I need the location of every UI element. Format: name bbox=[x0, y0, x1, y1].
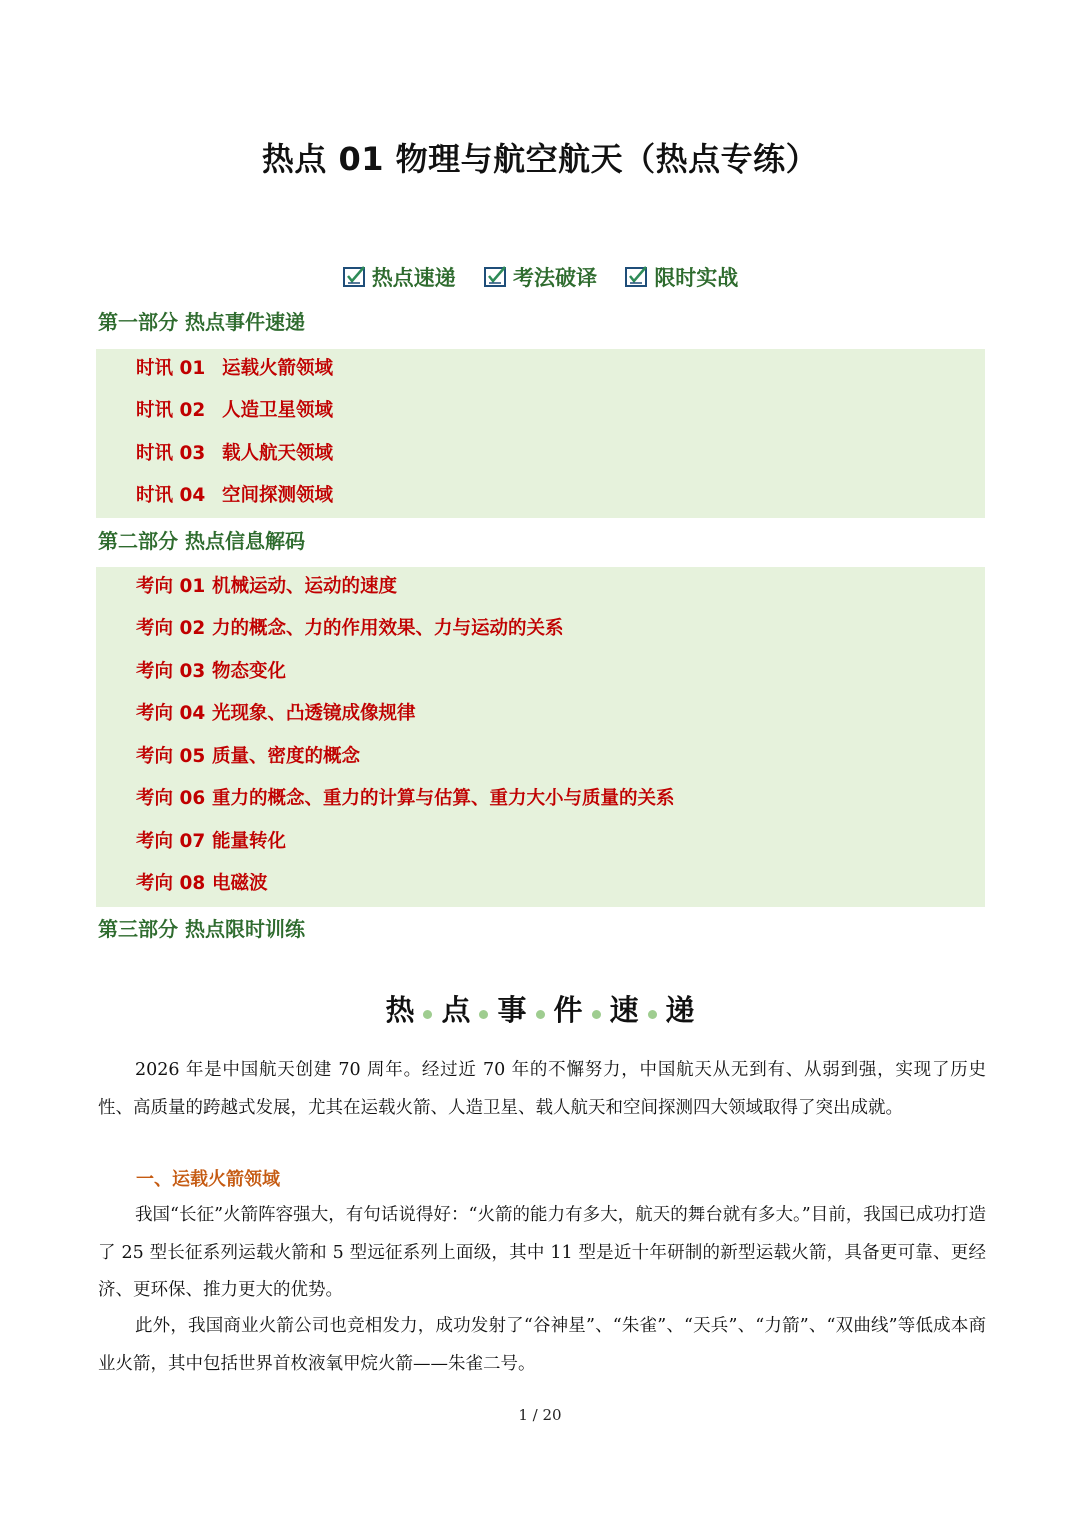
section-title-char: 速 bbox=[609, 993, 639, 1027]
tag-label: 限时实战 bbox=[654, 266, 739, 290]
item-code: 考向 07 bbox=[136, 831, 206, 852]
item-text: 载人航天领域 bbox=[222, 443, 334, 464]
item-code: 考向 08 bbox=[136, 873, 206, 894]
item-code: 时讯 03 bbox=[136, 443, 206, 464]
list-item bbox=[136, 742, 360, 768]
item-text: 运载火箭领域 bbox=[222, 358, 334, 379]
tag-row bbox=[0, 262, 1080, 295]
section-title-char: 点 bbox=[441, 993, 471, 1027]
section-title-char: 事 bbox=[497, 993, 527, 1027]
list-item bbox=[136, 869, 268, 895]
directions-list-box bbox=[96, 567, 985, 907]
tag-timed-practice bbox=[624, 262, 738, 292]
item-code: 时讯 04 bbox=[136, 485, 206, 506]
checklist-icon bbox=[342, 264, 370, 290]
list-item bbox=[136, 481, 333, 507]
tag-hot-delivery bbox=[342, 262, 456, 292]
checklist-icon bbox=[624, 264, 652, 290]
item-code: 考向 04 bbox=[136, 703, 206, 724]
dot-separator bbox=[592, 1010, 601, 1019]
item-code: 考向 03 bbox=[136, 661, 206, 682]
rocket-paragraph-1: 我国“长征”火箭阵容强大，有句话说得好：“火箭的能力有多大，航天的舞台就有多大。”目前，我国已成功打造了 25 型长征系列运载火箭和 5 型远征系列上面级，其中 11 型是近十年研制的新型运载火箭，具备更可靠、更经济、更环保、推力更大的优势。 bbox=[98, 1205, 986, 1300]
list-item bbox=[136, 784, 675, 810]
list-item bbox=[136, 614, 564, 640]
item-code: 考向 02 bbox=[136, 618, 206, 639]
tag-method-decode bbox=[483, 262, 597, 292]
subheading-rocket: 一、运载火箭领域 bbox=[136, 1169, 280, 1190]
part-three-heading: 第三部分 热点限时训练 bbox=[98, 917, 305, 941]
item-code: 时讯 01 bbox=[136, 358, 206, 379]
section-title-char: 热 bbox=[385, 993, 415, 1027]
part-two-heading: 第二部分 热点信息解码 bbox=[98, 529, 305, 553]
rocket-paragraph-2: 此外，我国商业火箭公司也竞相发力，成功发射了“谷神星”、“朱雀”、“天兵”、“力箭”、“双曲线”等低成本商业火箭，其中包括世界首枚液氧甲烷火箭——朱雀二号。 bbox=[98, 1316, 986, 1374]
item-text: 光现象、凸透镜成像规律 bbox=[212, 703, 416, 724]
section-title-char: 递 bbox=[665, 993, 695, 1027]
part-one-heading: 第一部分 热点事件速递 bbox=[98, 310, 305, 334]
list-item bbox=[136, 396, 333, 422]
section-title-char: 件 bbox=[553, 993, 583, 1027]
item-code: 考向 06 bbox=[136, 788, 206, 809]
dot-separator bbox=[423, 1010, 432, 1019]
list-item bbox=[136, 827, 286, 853]
dot-separator bbox=[536, 1010, 545, 1019]
item-text: 力的概念、力的作用效果、力与运动的关系 bbox=[212, 618, 564, 639]
item-text: 能量转化 bbox=[212, 831, 287, 852]
item-text: 机械运动、运动的速度 bbox=[212, 576, 398, 597]
page-number: 1 / 20 bbox=[518, 1406, 562, 1424]
dot-separator bbox=[648, 1010, 657, 1019]
item-text: 空间探测领域 bbox=[222, 485, 334, 506]
tag-label: 热点速递 bbox=[371, 266, 456, 290]
item-text: 重力的概念、重力的计算与估算、重力大小与质量的关系 bbox=[212, 788, 675, 809]
item-code: 时讯 02 bbox=[136, 400, 206, 421]
item-text: 电磁波 bbox=[212, 873, 268, 894]
intro-paragraph: 2026 年是中国航天创建 70 周年。经过近 70 年的不懈努力，中国航天从无到有、从弱到强，实现了历史性、高质量的跨越式发展，尤其在运载火箭、人造卫星、载人航天和空间探测四大领域取得了突出成就。 bbox=[98, 1060, 986, 1118]
item-text: 物态变化 bbox=[212, 661, 287, 682]
item-code: 考向 01 bbox=[136, 576, 206, 597]
list-item bbox=[136, 657, 286, 683]
list-item bbox=[136, 354, 333, 380]
tag-label: 考法破译 bbox=[513, 266, 597, 290]
document-title: 热点 01 物理与航空航天（热点专练） bbox=[261, 140, 819, 178]
item-code: 考向 05 bbox=[136, 746, 206, 767]
dot-separator bbox=[479, 1010, 488, 1019]
item-text: 人造卫星领域 bbox=[222, 400, 334, 421]
list-item bbox=[136, 572, 397, 598]
news-list-box bbox=[96, 349, 985, 518]
list-item bbox=[136, 699, 416, 725]
list-item bbox=[136, 439, 333, 465]
item-text: 质量、密度的概念 bbox=[212, 746, 361, 767]
checklist-icon bbox=[483, 264, 511, 290]
section-title bbox=[0, 988, 1080, 1029]
